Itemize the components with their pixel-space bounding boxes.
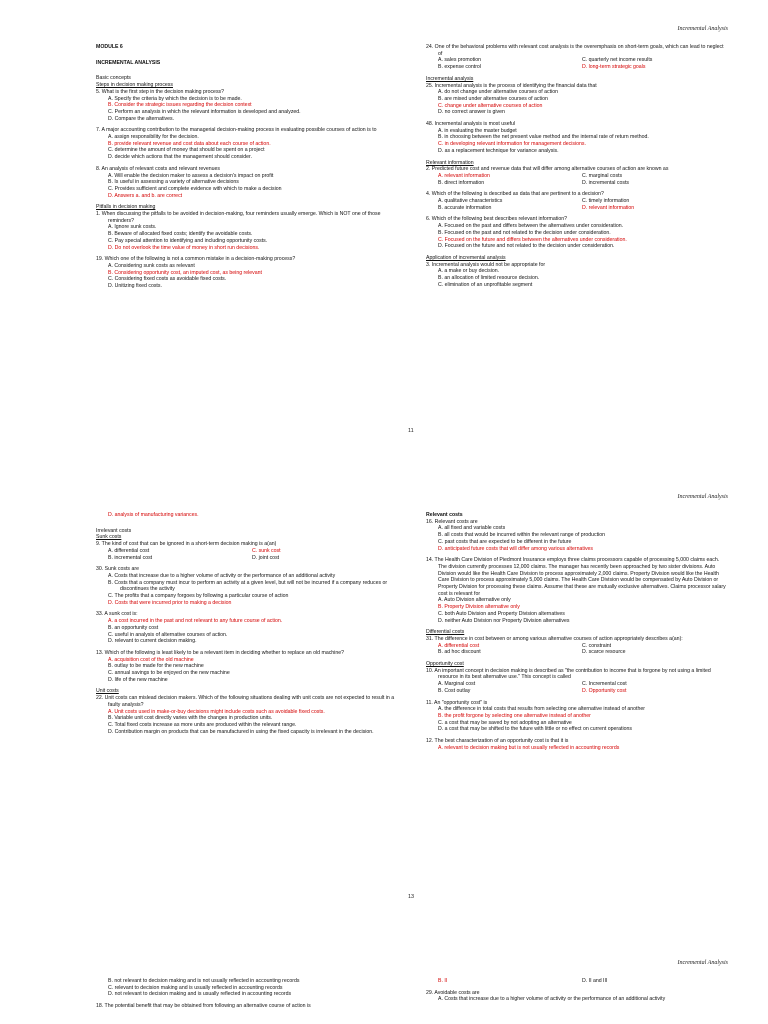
question-stem: 19. Which one of the following is not a common mistake in a decision-making process? xyxy=(96,256,296,263)
section-heading: Relevant costs xyxy=(426,512,463,518)
answer-option: A. Costs that increase due to a higher volume of activity or the performance of an additional activity xyxy=(438,996,666,1003)
subsection-heading: Differential costs xyxy=(426,629,465,636)
subsection-heading: Pitfalls in decision making xyxy=(96,204,156,211)
answer-option-correct: D. analysis of manufacturing variances. xyxy=(108,512,199,518)
answer-option-correct: B. Considering opportunity cost, an imputed cost, as being relevant xyxy=(108,269,262,276)
answer-option-correct: A. relevant to decision making but is not usually reflected in accounting records xyxy=(438,744,620,751)
answer-option: A. do not change under alternative courses of action xyxy=(438,89,558,96)
option-row xyxy=(426,198,726,205)
answer-option-correct: C. in developing relevant information for management decisions. xyxy=(438,141,586,148)
answer-option: B. are mixed under alternative courses of action xyxy=(438,95,548,102)
answer-option: D. neither Auto Division nor Property Division alternatives xyxy=(438,617,570,624)
page-1-right-column xyxy=(426,44,726,289)
answer-option: C. quarterly net income results xyxy=(582,57,653,64)
document-page-3 xyxy=(0,956,768,1024)
answer-option: C. both Auto Division and Property Division alternatives xyxy=(438,610,565,617)
answer-option: A. Auto Division alternative only xyxy=(438,597,511,604)
subsection-heading: Incremental analysis xyxy=(426,75,474,82)
answer-option: C. Incremental cost xyxy=(582,681,627,688)
answer-option: C. elimination of an unprofitable segment xyxy=(438,281,533,288)
answer-option: C. past costs that are expected to be different in the future xyxy=(438,538,572,545)
answer-option-correct: D. Answers a. and b. are correct xyxy=(108,192,183,199)
option-row xyxy=(426,64,726,71)
section-label: Irrelevant costs xyxy=(96,527,132,534)
section-heading: MODULE 6 xyxy=(96,44,123,50)
answer-option: C. relevant to decision making and is usually reflected in accounting records xyxy=(108,984,283,991)
question-stem: 5. What is the first step in the decision making process? xyxy=(96,88,225,95)
question-stem: 6. Which of the following best describes relevant information? xyxy=(426,216,567,223)
question-stem: 2. Predicted future cost and revenue data that will differ among alternative courses of action are known as xyxy=(426,166,669,173)
answer-option: A. Ignore sunk costs. xyxy=(108,224,157,231)
answer-option: B. Beware of allocated fixed costs; identify the avoidable costs. xyxy=(108,231,253,238)
answer-option: C. Provides sufficient and complete evidence with which to make a decision xyxy=(108,185,282,192)
answer-option: B. expense control xyxy=(438,64,481,71)
answer-option: D. II and III xyxy=(582,978,608,984)
answer-option-correct: A. a cost incurred in the past and not relevant to any future course of action. xyxy=(108,618,283,625)
answer-option: B. all costs that would be incurred within the relevant range of production xyxy=(438,532,605,539)
answer-option: A. differential cost xyxy=(108,547,150,554)
answer-option: A. Focused on the past and differs between the alternatives under consideration. xyxy=(438,223,624,230)
page-gap xyxy=(0,460,768,486)
answer-option-correct: D. long-term strategic goals xyxy=(582,64,646,71)
answer-option: D. as a replacement technique for variance analysis. xyxy=(438,147,559,154)
document-page-2 xyxy=(0,486,768,926)
option-row xyxy=(426,57,726,64)
answer-option: B. accurate information xyxy=(438,204,492,211)
question-stem: 8. An analysis of relevant costs and relevant revenues xyxy=(96,165,220,172)
answer-option: C. annual savings to be enjoyed on the new machine xyxy=(108,670,230,677)
answer-option: A. Costs that increase due to a higher volume of activity or the performance of an additional activity xyxy=(108,572,336,579)
subsection-heading: Unit costs xyxy=(96,688,119,695)
section-heading: INCREMENTAL ANALYSIS xyxy=(96,59,161,66)
page-gap xyxy=(0,926,768,956)
answer-option: B. Is useful in assessing a variety of alternative decisions xyxy=(108,179,239,186)
running-header: Incremental Analysis xyxy=(677,26,728,32)
answer-option: C. Perform an analysis in which the relevant information is developed and analyzed. xyxy=(108,108,301,115)
answer-option: D. no correct answer is given xyxy=(438,109,505,116)
running-header: Incremental Analysis xyxy=(677,960,728,966)
answer-option: A. Specify the criteria by which the decision is to be made. xyxy=(108,95,242,102)
question-stem: 30. Sunk costs are xyxy=(96,566,139,573)
option-row xyxy=(426,681,726,688)
answer-option-correct: C. Focused on the future and differs between the alternatives under consideration. xyxy=(438,236,627,243)
question-stem: 3. Incremental analysis would not be appropriate for xyxy=(426,261,546,268)
answer-option: D. relevant to current decision making. xyxy=(108,638,197,645)
answer-option-correct: B. provide relevant revenue and cost data about each course of action. xyxy=(108,140,271,147)
question-stem: 10. An important concept in decision making is described as "the contribution to income that is forgone by not using a limited resource in its best alternative use." This concept is called xyxy=(426,667,711,681)
answer-option-correct: D. anticipated future costs that will differ among various alternatives xyxy=(438,545,594,552)
question-stem: 16. Relevant costs are xyxy=(426,518,478,525)
answer-option: B. Focused on the past and not related to the decision under consideration. xyxy=(438,229,611,236)
answer-option-correct: B. Property Division alternative only xyxy=(438,604,520,611)
answer-option-correct: D. Opportunity cost xyxy=(582,687,627,694)
answer-option: A. a make or buy decision. xyxy=(438,268,500,275)
answer-option: C. Considering fixed costs as avoidable fixed costs. xyxy=(108,276,227,283)
answer-option-correct: D. Do not overlook the time value of money in short run decisions. xyxy=(108,244,260,251)
option-row xyxy=(426,205,726,212)
question-stem: 7. A major accounting contribution to the managerial decision-making process in evaluating possible courses of action is to xyxy=(96,127,377,134)
page-1-left-column xyxy=(96,44,396,290)
spacer xyxy=(96,51,396,60)
question-stem: 18. The potential benefit that may be obtained from following an alternative course of action is xyxy=(96,1003,311,1010)
answer-option: A. all fixed and variable costs xyxy=(438,525,506,532)
page-number: 11 xyxy=(408,428,414,434)
answer-option: B. Cost outlay xyxy=(438,687,471,694)
question-stem: 29. Avoidable costs are xyxy=(426,989,480,996)
answer-option: B. incremental cost xyxy=(108,554,153,561)
answer-option: B. direct information xyxy=(438,179,485,186)
answer-option: D. scarce resource xyxy=(582,649,626,656)
answer-option: A. Marginal cost xyxy=(438,681,476,688)
answer-option-correct: A. differential cost xyxy=(438,642,480,649)
answer-option: C. constraint xyxy=(582,642,612,649)
running-header: Incremental Analysis xyxy=(677,494,728,500)
answer-option: B. not relevant to decision making and is not usually reflected in accounting records xyxy=(108,978,300,984)
answer-option: B. Costs that a company must incur to perform an activity at a given level, but will not be incurred if a company reduces or discontinues the activity xyxy=(108,579,388,593)
question-stem: 13. Which of the following is least likely to be a relevant item in deciding whether to replace an old machine? xyxy=(96,649,344,656)
question-stem: 14. The Health Care Division of Piedmont Insurance employs three claims processors capable of processing 5,000 claims each. The division currently processes 12,000 claims. The manager has recently been approached by two sister divisions. Auto Division would like the Health Care Division to process approximately 2,000 claims. Property Division would like the Health Care Division to process approximately 5,000 claims. The Health Care Division would be compensated by Auto Division or Property Division for processing these claims. Assume that these are mutually exclusive alternatives. Claims processor salary cost is relevant for xyxy=(426,557,726,597)
answer-option: B. in choosing between the net present value method and the internal rate of return method. xyxy=(438,134,649,141)
answer-option: C. marginal costs xyxy=(582,172,623,179)
option-row xyxy=(426,643,726,650)
option-row xyxy=(426,180,726,187)
answer-option-correct: A. relevant information xyxy=(438,172,490,179)
answer-option-correct: A. acquisition cost of the old machine xyxy=(108,656,194,663)
subsection-heading: Steps in decision making process xyxy=(96,82,173,89)
subsection-heading: Application of incremental analysis xyxy=(426,254,506,261)
answer-option-correct: A. Unit costs used in make-or-buy decisions might include costs such as avoidable fixed costs. xyxy=(108,708,325,715)
answer-option: D. Focused on the future and not related to the decision under consideration. xyxy=(438,243,615,250)
option-row xyxy=(426,978,726,985)
answer-option-correct: D. relevant information xyxy=(582,204,635,211)
answer-option: A. Considering sunk costs as relevant xyxy=(108,262,195,269)
subsection-heading: Relevant information xyxy=(426,159,474,166)
answer-option: A. assign responsibility for the decision. xyxy=(108,134,199,141)
answer-option: D. incremental costs xyxy=(582,179,629,186)
answer-option: B. an allocation of limited resource decision. xyxy=(438,275,540,282)
answer-option: C. Pay special attention to identifying and including opportunity costs. xyxy=(108,237,268,244)
spacer xyxy=(96,519,396,528)
answer-option: B. an opportunity cost xyxy=(108,624,159,631)
subsection-heading: Sunk costs xyxy=(96,534,122,541)
question-stem: 11. An "opportunity cost" is xyxy=(426,699,488,706)
answer-option: D. Compare the alternatives. xyxy=(108,115,175,122)
question-stem: 9. The kind of cost that can be ignored in a short-term decision making is a(an) xyxy=(96,541,277,548)
answer-option-correct: C. change under alternative courses of action xyxy=(438,102,543,109)
page-number: 13 xyxy=(408,894,415,900)
question-stem: 4. Which of the following is described as data that are pertinent to a decision? xyxy=(426,191,604,198)
answer-option: A. the difference in total costs that results from selecting one alternative instead of another xyxy=(438,706,645,713)
page-3-right-column xyxy=(426,978,726,1003)
question-stem: 25. Incremental analysis is the process of identifying the financial data that xyxy=(426,82,597,89)
answer-option: D. decide which actions that the management should consider. xyxy=(108,154,252,161)
answer-option: C. timely information xyxy=(582,198,630,205)
question-stem: 48. Incremental analysis is most useful xyxy=(426,121,516,128)
document-page-1 xyxy=(0,0,768,460)
answer-option: B. Variable unit cost directly varies with the changes in production units. xyxy=(108,715,273,722)
question-stem: 24. One of the behavioral problems with relevant cost analysis is the overemphasis on short-term goals, which can lead to neglect of xyxy=(426,44,724,57)
question-stem: 1. When discussing the pitfalls to be avoided in decision-making, four reminders usually emerge. Which is NOT one of those reminders? xyxy=(96,211,381,224)
page-2-right-column xyxy=(426,512,726,752)
answer-option: C. The profits that a company forgoes by following a particular course of action xyxy=(108,593,289,600)
answer-option-correct: D. Costs that were incurred prior to making a decision xyxy=(108,599,232,606)
option-row xyxy=(96,548,396,555)
answer-option: A. Will enable the decision maker to assess a decision's impact on profit xyxy=(108,172,274,179)
answer-option: B. ad hoc discount xyxy=(438,649,481,656)
option-row xyxy=(426,688,726,695)
answer-option: D. not relevant to decision making and is usually reflected in accounting records xyxy=(108,991,292,998)
answer-option: C. Total fixed costs increase as more units are produced within the relevant range. xyxy=(108,721,297,728)
answer-option: D. joint cost xyxy=(252,554,280,561)
question-stem: 33. A sunk cost is: xyxy=(96,611,138,618)
answer-option-correct: C. sunk cost xyxy=(252,547,281,554)
answer-option: D. Contribution margin on products that can be manufactured in using the fixed capacity is irrelevant in the decision. xyxy=(108,728,374,735)
answer-option: B. outlay to be made for the new machine xyxy=(108,663,204,670)
answer-option: C. a cost that may be saved by not adopting an alternative xyxy=(438,719,572,726)
subsection-heading: Opportunity cost xyxy=(426,661,464,668)
page-2-left-column xyxy=(96,512,396,735)
answer-option: D. a cost that may be shifted to the future with little or no effect on current operations xyxy=(438,726,632,733)
spacer xyxy=(96,66,396,75)
answer-option-correct: B. Consider the strategic issues regarding the decision context xyxy=(108,102,252,109)
page-3-left-column xyxy=(96,978,396,1010)
question-stem: 22. Unit costs can mislead decision makers. Which of the following situations dealing with unit costs are not expected to result in a faulty analysis? xyxy=(96,695,395,708)
option-row xyxy=(426,173,726,180)
answer-option: A. sales promotion xyxy=(438,57,481,64)
answer-option: C. useful in analysis of alternative courses of action. xyxy=(108,631,228,638)
answer-option: D. life of the new machine xyxy=(108,676,168,683)
question-stem: 31. The difference in cost between or among various alternative courses of action appropriately describes a(an): xyxy=(426,635,683,642)
question-stem: 12. The best characterization of an opportunity cost is that it is xyxy=(426,738,569,745)
option-row xyxy=(96,555,396,562)
section-label: Basic concepts xyxy=(96,75,131,82)
answer-option: C. determine the amount of money that should be spent on a project xyxy=(108,147,265,154)
answer-option: D. Unitizing fixed costs. xyxy=(108,283,162,290)
answer-option: A. qualitative characteristics xyxy=(438,198,503,205)
option-row xyxy=(426,649,726,656)
answer-option-correct: B. the profit forgone by selecting one alternative instead of another xyxy=(438,712,591,719)
answer-option-correct: B. II xyxy=(438,978,448,984)
answer-option: A. in evaluating the master budget xyxy=(438,127,517,134)
